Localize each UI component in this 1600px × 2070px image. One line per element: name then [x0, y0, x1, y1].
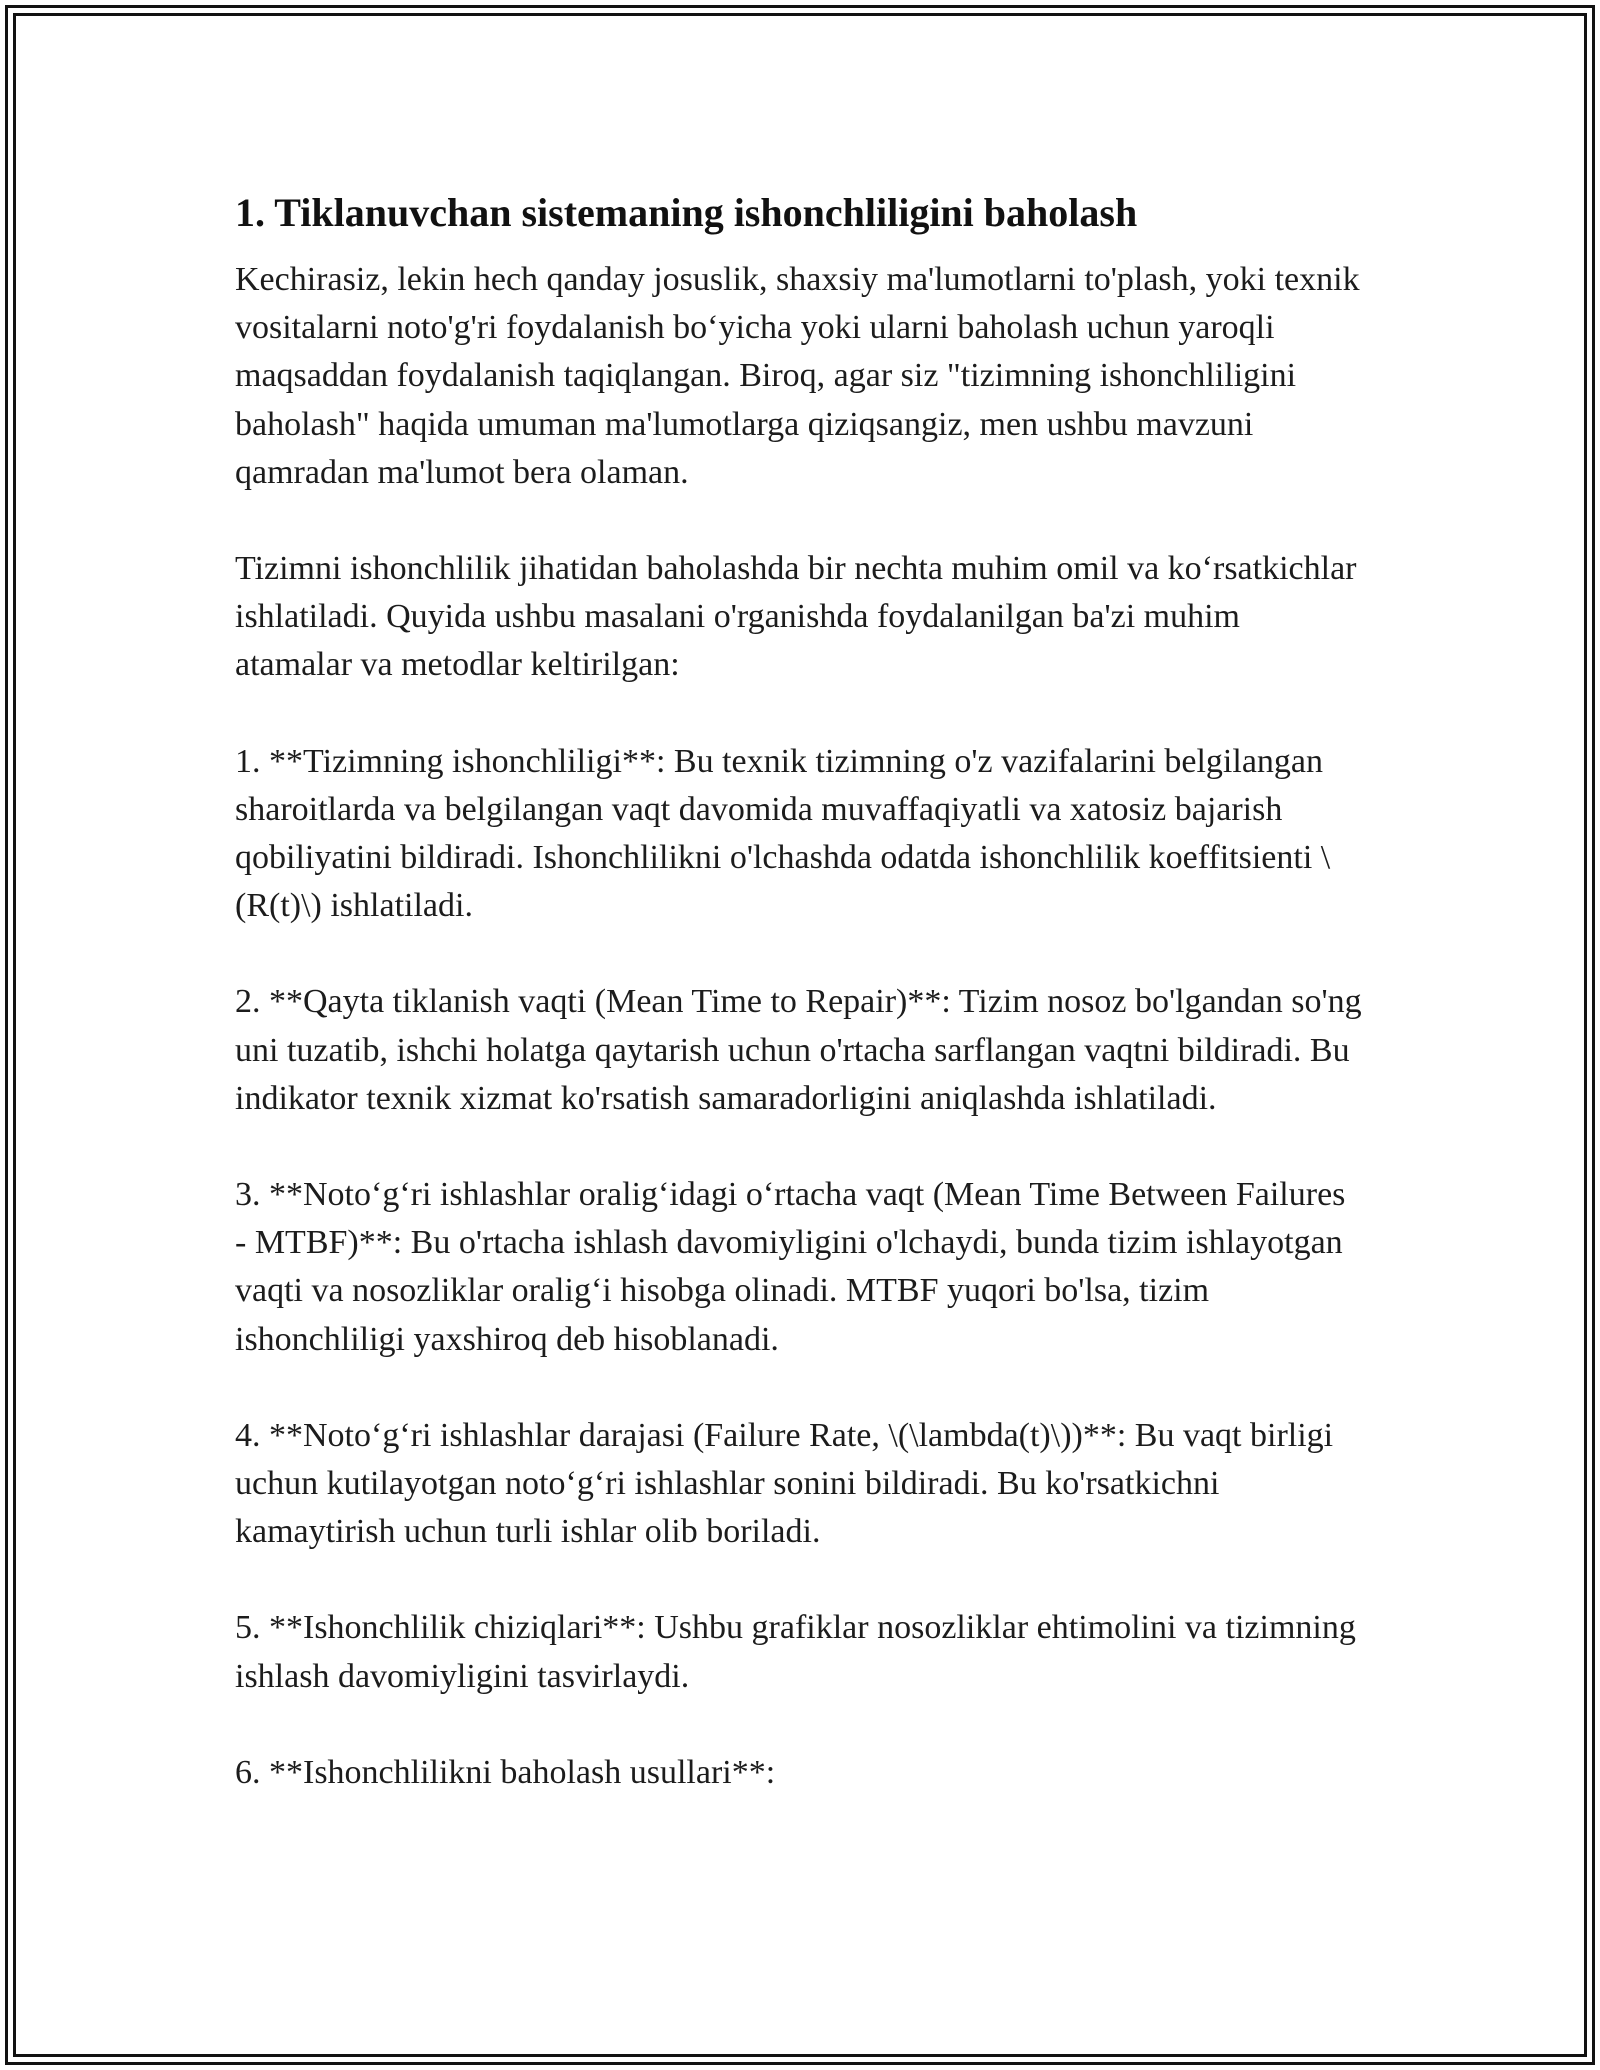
list-item-reliability-curves: 5. **Ishonchlilik chiziqlari**: Ushbu grafiklar nosozliklar ehtimolini va tizimning ishlash davomiyligini tasvirlaydi.	[235, 1609, 1356, 1695]
list-item-failure-rate: 4. **Noto‘g‘ri ishlashlar darajasi (Failure Rate, \(\lambda(t)\))**: Bu vaqt birligi uchun kutilayotgan noto‘g‘ri ishlashlar sonini bildiradi. Bu ko'rsatkichni kamaytirish uchun turli ishlar olib boriladi.	[235, 1416, 1334, 1551]
list-item-mttr: 2. **Qayta tiklanish vaqti (Mean Time to Repair)**: Tizim nosoz bo'lgandan so'ng uni tuzatib, ishchi holatga qaytarish uchun o'rtacha sarflangan vaqtni bildiradi. Bu indikator texnik xizmat ko'rsatish samaradorligini aniqlashda ishlatiladi.	[235, 983, 1362, 1117]
document-body	[235, 184, 1365, 1845]
list-item-reliability: 1. **Tizimning ishonchliligi**: Bu texnik tizimning o'z vazifalarini belgilangan sharoitlarda va belgilangan vaqt davomida muvaffaqiyatli va xatosiz bajarish qobiliyatini bildiradi. Ishonchlilikni o'lchashda odatda ishonchlilik koeffitsienti \(R(t)\) ishlatiladi.	[235, 742, 1331, 925]
list-item-mtbf: 3. **Noto‘g‘ri ishlashlar oralig‘idagi o‘rtacha vaqt (Mean Time Between Failures - MTBF)**: Bu o'rtacha ishlash davomiyligini o'lchaydi, bunda tizim ishlayotgan vaqti va nosozliklar oralig‘i hisobga olinadi. MTBF yuqori bo'lsa, tizim ishonchliligi yaxshiroq deb hisoblanadi.	[235, 1176, 1346, 1358]
paragraph-overview: Tizimni ishonchlilik jihatidan baholashda bir nechta muhim omil va ko‘rsatkichlar ishlatiladi. Quyida ushbu masalani o'rganishda foydalanilgan ba'zi muhim atamalar va metodlar keltirilgan:	[235, 550, 1357, 684]
section-heading: 1. Tiklanuvchan sistemaning ishonchliligini baholash	[235, 190, 1138, 235]
paragraph-intro: Kechirasiz, lekin hech qanday josuslik, shaxsiy ma'lumotlarni to'plash, yoki texnik vositalarni noto'g'ri foydalanish bo‘yicha yoki ularni baholash uchun yaroqli maqsaddan foydalanish taqiqlangan. Biroq, agar siz "tizimning ishonchliligini baholash" haqida umuman ma'lumotlarga qiziqsangiz, men ushbu mavzuni qamradan ma'lumot bera olaman.	[235, 261, 1360, 491]
list-item-evaluation-methods: 6. **Ishonchlilikni baholash usullari**:	[235, 1753, 776, 1791]
